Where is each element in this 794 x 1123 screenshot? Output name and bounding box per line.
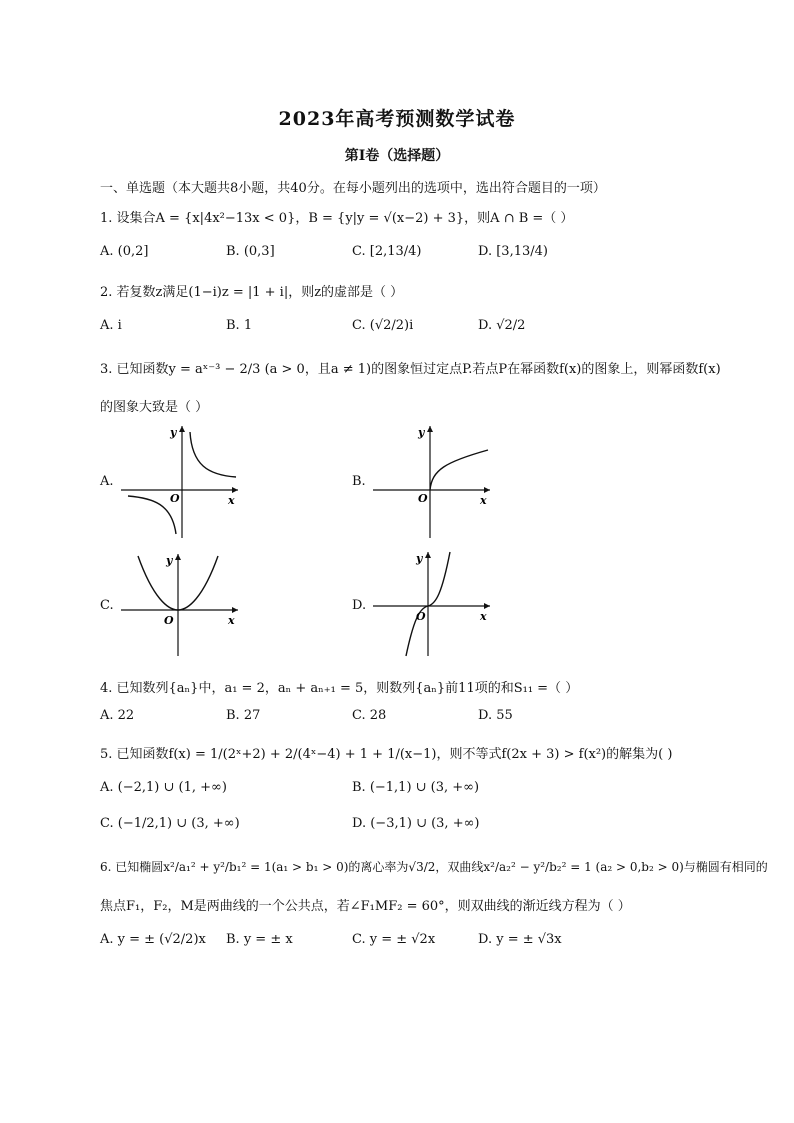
graph-c-parabola [118, 548, 243, 658]
section-heading: 一、单选题（本大题共8小题，共40分。在每小题列出的选项中，选出符合题目的一项） [100, 181, 606, 196]
graph-d-x-label: x [480, 610, 487, 623]
graph-b-y-label: y [418, 426, 425, 439]
q2-option-b: B. 1 [226, 318, 253, 333]
q4-option-c: C. 28 [352, 708, 387, 723]
question-3-stem: 3. 已知函数y = aˣ⁻³ − 2/3 (a > 0，且a ≠ 1)的图象恒过定点P.若点P在幂函数f(x)的图象上，则幂函数f(x) [100, 362, 721, 377]
q3-option-c: C. [100, 598, 114, 613]
graph-c-origin-label: O [164, 614, 174, 627]
question-1-stem: 1. 设集合A = {x|4x²−13x < 0}，B = {y|y = √(x−2) + 3}，则A ∩ B =（ ） [100, 211, 574, 226]
question-6-stem-cont: 焦点F₁，F₂，M是两曲线的一个公共点，若∠F₁MF₂ = 60°，则双曲线的渐近线方程为（ ） [100, 899, 631, 914]
q4-option-b: B. 27 [226, 708, 261, 723]
q5-option-d: D. (−3,1) ∪ (3, +∞) [352, 816, 480, 831]
graph-d-cubic [370, 548, 495, 658]
q3-option-b: B. [352, 474, 366, 489]
graph-a-hyperbola [118, 420, 243, 540]
q2-option-c: C. (√2/2)i [352, 318, 414, 333]
graph-b-root [370, 420, 495, 540]
q6-option-b: B. y = ± x [226, 932, 293, 947]
question-6-stem: 6. 已知椭圆x²/a₁² + y²/b₁² = 1(a₁ > b₁ > 0)的离心率为√3/2，双曲线x²/a₂² − y²/b₂² = 1 (a₂ > 0,b₂ > 0)与椭圆有相同的 [100, 860, 768, 874]
question-4-stem: 4. 已知数列{aₙ}中，a₁ = 2，aₙ + aₙ₊₁ = 5，则数列{aₙ}前11项的和S₁₁ =（ ） [100, 681, 579, 696]
question-5-stem: 5. 已知函数f(x) = 1/(2ˣ+2) + 2/(4ˣ−4) + 1 + 1/(x−1)，则不等式f(2x + 3) > f(x²)的解集为( ) [100, 747, 673, 762]
q5-option-c: C. (−1/2,1) ∪ (3, +∞) [100, 816, 240, 831]
q4-option-d: D. 55 [478, 708, 513, 723]
graph-a-y-label: y [170, 426, 177, 439]
q1-option-c: C. [2,13/4) [352, 244, 422, 259]
q6-option-d: D. y = ± √3x [478, 932, 562, 947]
graph-a-x-label: x [228, 494, 235, 507]
q1-option-a: A. (0,2] [100, 244, 149, 259]
graph-a-origin-label: O [170, 492, 180, 505]
q5-option-b: B. (−1,1) ∪ (3, +∞) [352, 780, 480, 795]
question-3-stem-cont: 的图象大致是（ ） [100, 400, 209, 415]
page-subtitle: 第Ⅰ卷（选择题） [344, 148, 450, 164]
q1-option-b: B. (0,3] [226, 244, 275, 259]
graph-b-origin-label: O [418, 492, 428, 505]
graph-c-x-label: x [228, 614, 235, 627]
q2-option-a: A. i [100, 318, 122, 333]
graph-d-y-label: y [416, 552, 423, 565]
q3-option-d: D. [352, 598, 367, 613]
question-2-stem: 2. 若复数z满足(1−i)z = |1 + i|，则z的虚部是（ ） [100, 285, 404, 300]
page-title: 2023年高考预测数学试卷 [278, 108, 516, 130]
graph-d-origin-label: O [416, 610, 426, 623]
q2-option-d: D. √2/2 [478, 318, 526, 333]
q4-option-a: A. 22 [100, 708, 135, 723]
q6-option-a: A. y = ± (√2/2)x [100, 932, 206, 947]
graph-b-x-label: x [480, 494, 487, 507]
q6-option-c: C. y = ± √2x [352, 932, 436, 947]
q5-option-a: A. (−2,1) ∪ (1, +∞) [100, 780, 227, 795]
q3-option-a: A. [100, 474, 114, 489]
graph-c-y-label: y [166, 554, 173, 567]
q1-option-d: D. [3,13/4) [478, 244, 548, 259]
